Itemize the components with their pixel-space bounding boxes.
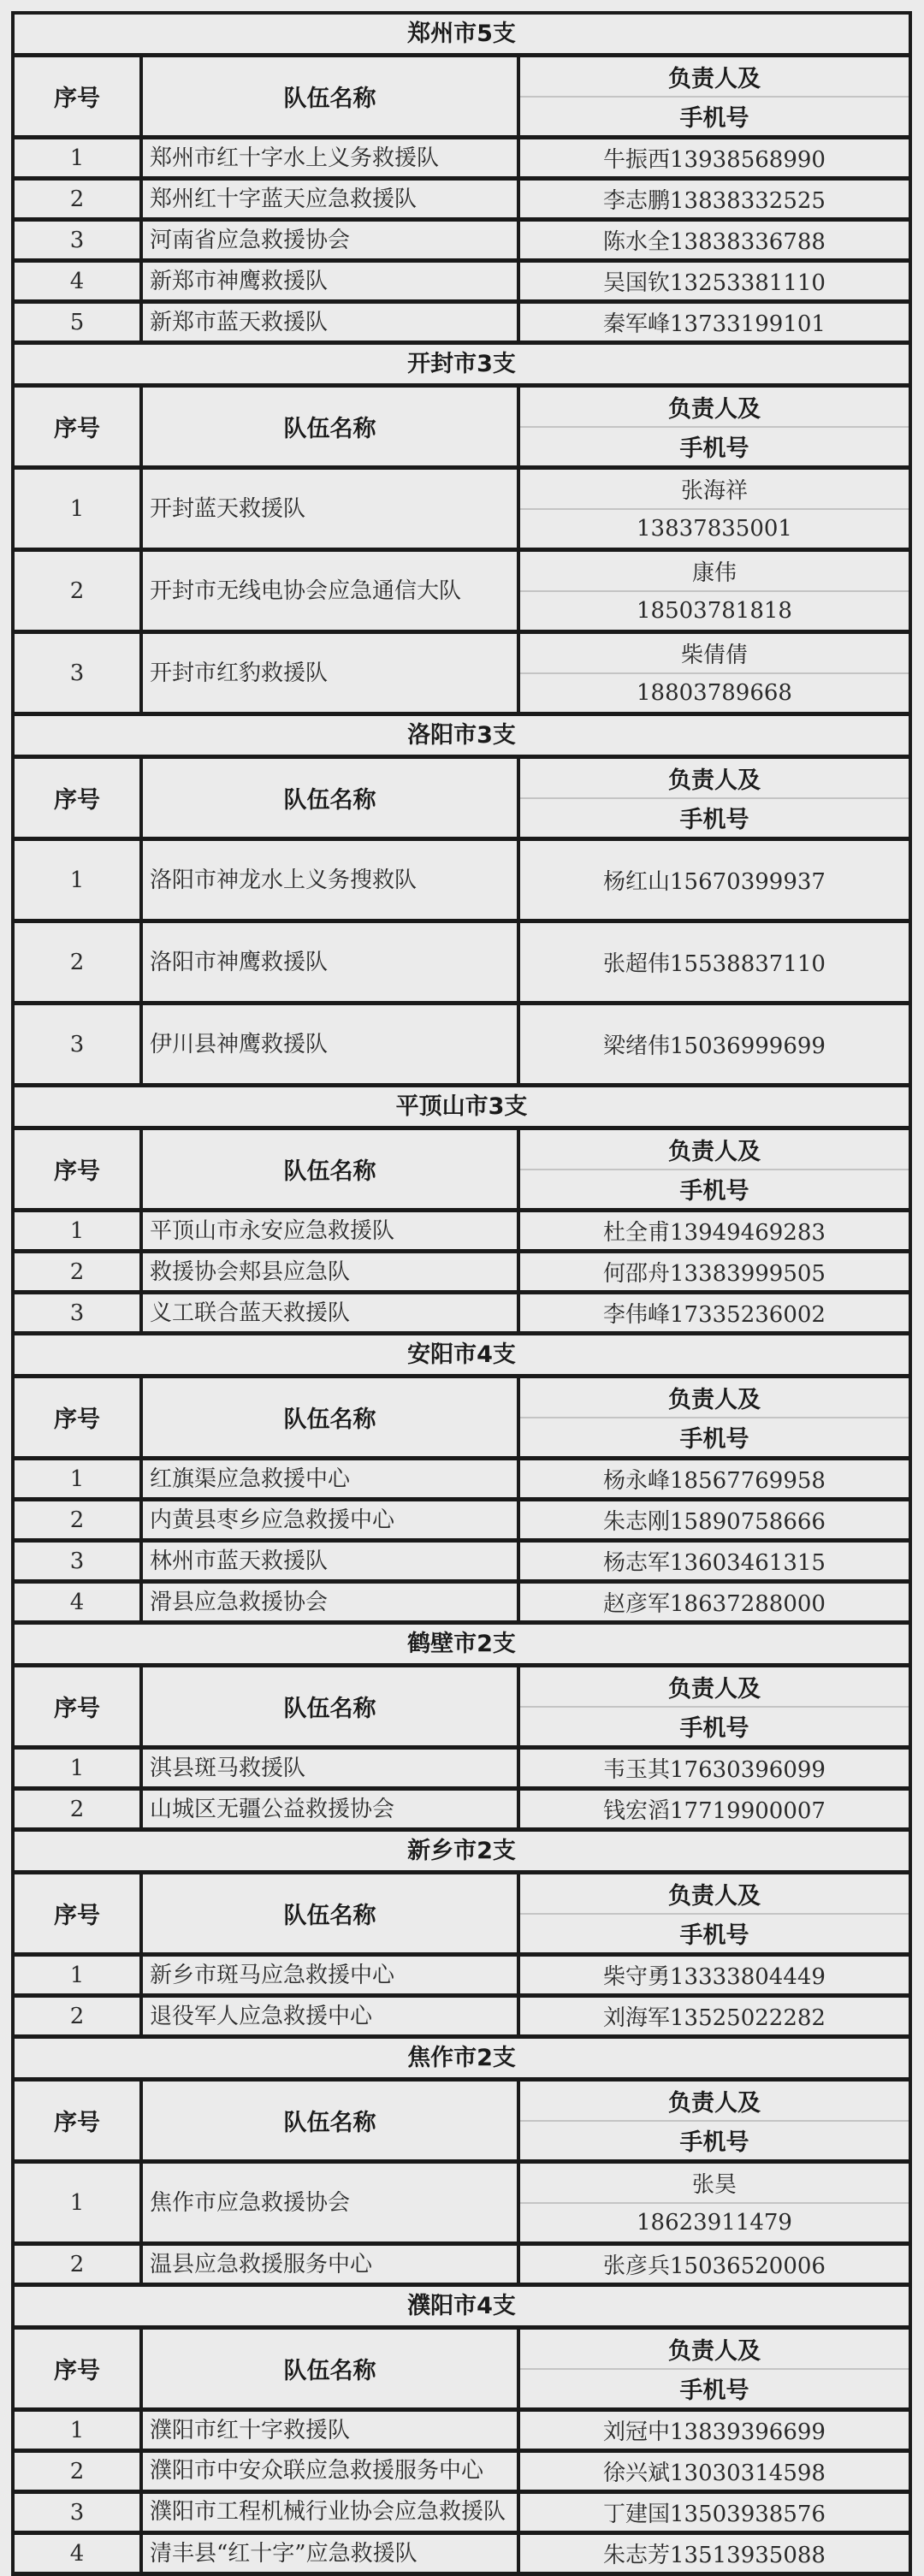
header-contact-line2: 手机号: [679, 1426, 749, 1454]
section-xinxiang: [15, 1832, 909, 2039]
header-contact-line2: 手机号: [679, 1715, 749, 1743]
row-contact-phone: 18503781818: [637, 597, 792, 624]
header-index: 序号: [15, 1378, 143, 1456]
header-contact: [520, 2330, 909, 2407]
row-index: 3: [15, 1294, 143, 1331]
header-contact-line1: 负责人及: [520, 1667, 909, 1708]
row-team-name: 郑州红十字蓝天应急救援队: [143, 181, 520, 217]
header-index: 序号: [15, 2082, 143, 2159]
table-header: [15, 1378, 909, 1460]
row-team-name: 新乡市斑马应急救援中心: [143, 1957, 520, 1993]
header-contact: [520, 759, 909, 837]
table-row: [15, 304, 909, 345]
header-contact-line2: 手机号: [679, 2378, 749, 2405]
table-row: [15, 181, 909, 222]
header-contact-line2: 手机号: [679, 105, 749, 133]
row-index: 1: [15, 1212, 143, 1249]
row-contact: 秦军峰13733199101: [603, 311, 826, 337]
row-contact: 杜全甫13949469283: [603, 1220, 826, 1246]
header-team-name: 队伍名称: [143, 2330, 520, 2407]
row-team-name: 新郑市蓝天救援队: [143, 304, 520, 341]
table-row: [15, 1253, 909, 1294]
row-team-name: 义工联合蓝天救援队: [143, 1294, 520, 1331]
row-contact: 赵彦军18637288000: [603, 1591, 826, 1617]
rescue-team-table: [11, 11, 912, 2576]
header-team-name: 队伍名称: [143, 2082, 520, 2159]
header-index: 序号: [15, 1874, 143, 1952]
header-index: 序号: [15, 1130, 143, 1208]
row-team-name: 滑县应急救援协会: [143, 1584, 520, 1620]
row-contact-person: 柴倩倩: [520, 634, 909, 674]
header-index: 序号: [15, 57, 143, 135]
section-title: 开封市3支: [15, 345, 909, 388]
table-row: [15, 923, 909, 1005]
row-index: 5: [15, 304, 143, 341]
table-row: [15, 222, 909, 263]
row-team-name: 河南省应急救援协会: [143, 222, 520, 258]
table-row: [15, 1998, 909, 2039]
section-pingdingshan: [15, 1087, 909, 1335]
table-row: [15, 1294, 909, 1335]
table-header: [15, 57, 909, 139]
table-header: [15, 1667, 909, 1750]
row-contact: 吴国钦13253381110: [603, 270, 826, 296]
row-contact: 杨志军13603461315: [603, 1550, 826, 1576]
header-team-name: 队伍名称: [143, 1378, 520, 1456]
row-team-name: 濮阳市工程机械行业协会应急救援队: [143, 2494, 520, 2531]
row-team-name: 洛阳市神龙水上义务搜救队: [143, 841, 520, 919]
section-title: 新乡市2支: [15, 1832, 909, 1874]
row-team-name: 开封市无线电协会应急通信大队: [143, 552, 520, 630]
header-contact: [520, 388, 909, 465]
row-team-name: 温县应急救援服务中心: [143, 2246, 520, 2283]
row-index: 2: [15, 1501, 143, 1538]
table-header: [15, 759, 909, 841]
header-contact: [520, 1130, 909, 1208]
header-index: 序号: [15, 1667, 143, 1745]
header-contact-line1: 负责人及: [520, 2082, 909, 2122]
header-contact-line1: 负责人及: [520, 57, 909, 98]
table-row: [15, 1584, 909, 1625]
header-index: 序号: [15, 388, 143, 465]
table-row: [15, 1005, 909, 1087]
table-row: [15, 841, 909, 923]
header-contact-line1: 负责人及: [520, 1874, 909, 1915]
row-contact: [520, 634, 909, 712]
row-index: 1: [15, 2164, 143, 2241]
table-header: [15, 1874, 909, 1957]
row-team-name: 濮阳市红十字救援队: [143, 2412, 520, 2449]
table-row: [15, 2412, 909, 2453]
row-contact: 张彦兵15036520006: [603, 2253, 826, 2279]
row-team-name: 山城区无疆公益救援协会: [143, 1791, 520, 1827]
row-contact: 刘海军13525022282: [603, 2005, 826, 2031]
table-row: [15, 139, 909, 181]
header-contact-line1: 负责人及: [520, 1130, 909, 1170]
header-team-name: 队伍名称: [143, 759, 520, 837]
row-contact: 韦玉其17630396099: [603, 1757, 826, 1783]
row-team-name: 郑州市红十字水上义务救援队: [143, 139, 520, 176]
row-contact: 陈水全13838336788: [603, 229, 826, 255]
row-index: 2: [15, 181, 143, 217]
row-index: 4: [15, 1584, 143, 1620]
header-index: 序号: [15, 759, 143, 837]
header-contact: [520, 2082, 909, 2159]
row-contact: 朱志芳13513935088: [603, 2543, 826, 2568]
table-row: [15, 1460, 909, 1501]
table-row: [15, 2164, 909, 2246]
section-title: 平顶山市3支: [15, 1087, 909, 1130]
row-index: 3: [15, 2494, 143, 2531]
row-contact-phone: 18623911479: [637, 2209, 792, 2235]
table-row: [15, 1501, 909, 1543]
row-team-name: 内黄县枣乡应急救援中心: [143, 1501, 520, 1538]
header-contact-line1: 负责人及: [520, 1378, 909, 1418]
row-contact: 何邵舟13383999505: [603, 1261, 826, 1287]
header-contact: [520, 57, 909, 135]
row-index: 1: [15, 139, 143, 176]
row-team-name: 平顶山市永安应急救援队: [143, 1212, 520, 1249]
row-index: 3: [15, 1543, 143, 1579]
row-index: 2: [15, 2453, 143, 2490]
table-row: [15, 2494, 909, 2535]
header-team-name: 队伍名称: [143, 1667, 520, 1745]
table-row: [15, 2246, 909, 2287]
row-index: 2: [15, 552, 143, 630]
section-title: 安阳市4支: [15, 1335, 909, 1378]
row-contact: 张超伟15538837110: [603, 951, 826, 977]
header-index: 序号: [15, 2330, 143, 2407]
row-team-name: 濮阳市中安众联应急救援服务中心: [143, 2453, 520, 2490]
header-contact: [520, 1667, 909, 1745]
table-header: [15, 2330, 909, 2412]
section-hebi: [15, 1625, 909, 1832]
row-contact: 刘冠中13839396699: [603, 2419, 826, 2445]
row-team-name: 退役军人应急救援中心: [143, 1998, 520, 2034]
row-team-name: 开封蓝天救援队: [143, 470, 520, 548]
section-title: 郑州市5支: [15, 15, 909, 57]
row-contact-phone: 13837835001: [637, 515, 792, 542]
header-contact-line1: 负责人及: [520, 388, 909, 428]
section-title: 濮阳市4支: [15, 2287, 909, 2330]
section-zhengzhou: [15, 15, 909, 345]
table-row: [15, 1543, 909, 1584]
table-row: [15, 634, 909, 716]
row-team-name: 新郑市神鹰救援队: [143, 263, 520, 299]
section-title: 洛阳市3支: [15, 716, 909, 759]
header-team-name: 队伍名称: [143, 1874, 520, 1952]
row-index: 1: [15, 841, 143, 919]
header-team-name: 队伍名称: [143, 1130, 520, 1208]
row-contact: 杨红山15670399937: [603, 869, 826, 895]
header-team-name: 队伍名称: [143, 388, 520, 465]
row-index: 3: [15, 1005, 143, 1083]
header-contact-line1: 负责人及: [520, 759, 909, 799]
row-team-name: 红旗渠应急救援中心: [143, 1460, 520, 1497]
header-contact-line1: 负责人及: [520, 2330, 909, 2370]
row-team-name: 淇县斑马救援队: [143, 1750, 520, 1786]
row-contact: 钱宏滔17719900007: [603, 1798, 826, 1824]
row-contact-person: 张海祥: [520, 470, 909, 510]
row-team-name: 伊川县神鹰救援队: [143, 1005, 520, 1083]
header-contact-line2: 手机号: [679, 435, 749, 463]
row-index: 2: [15, 1998, 143, 2034]
row-contact-person: 康伟: [520, 552, 909, 592]
row-index: 2: [15, 1253, 143, 1290]
row-index: 1: [15, 1460, 143, 1497]
row-index: 2: [15, 923, 143, 1001]
row-team-name: 清丰县“红十字”应急救援队: [143, 2535, 520, 2572]
section-title: 鹤壁市2支: [15, 1625, 909, 1667]
table-header: [15, 2082, 909, 2164]
table-header: [15, 388, 909, 470]
table-row: [15, 1212, 909, 1253]
table-row: [15, 1791, 909, 1832]
table-row: [15, 552, 909, 634]
row-index: 1: [15, 470, 143, 548]
row-contact: 牛振西13938568990: [603, 147, 826, 173]
header-contact: [520, 1874, 909, 1952]
row-team-name: 焦作市应急救援协会: [143, 2164, 520, 2241]
row-contact: [520, 470, 909, 548]
section-kaifeng: [15, 345, 909, 716]
row-team-name: 林州市蓝天救援队: [143, 1543, 520, 1579]
table-header: [15, 1130, 909, 1212]
header-contact-line2: 手机号: [679, 807, 749, 834]
section-title: 焦作市2支: [15, 2039, 909, 2082]
row-index: 2: [15, 2246, 143, 2283]
row-team-name: 洛阳市神鹰救援队: [143, 923, 520, 1001]
row-index: 4: [15, 263, 143, 299]
row-team-name: 开封市红豹救援队: [143, 634, 520, 712]
table-row: [15, 1957, 909, 1998]
row-contact: 朱志刚15890758666: [603, 1509, 826, 1535]
row-contact: 丁建国13503938576: [603, 2502, 826, 2527]
table-row: [15, 2535, 909, 2576]
row-index: 1: [15, 2412, 143, 2449]
row-index: 1: [15, 1957, 143, 1993]
header-team-name: 队伍名称: [143, 57, 520, 135]
row-contact: 杨永峰18567769958: [603, 1468, 826, 1494]
row-contact-phone: 18803789668: [637, 679, 792, 706]
row-contact: 徐兴斌13030314598: [603, 2461, 826, 2486]
header-contact: [520, 1378, 909, 1456]
section-anyang: [15, 1335, 909, 1625]
table-row: [15, 2453, 909, 2494]
row-index: 2: [15, 1791, 143, 1827]
header-contact-line2: 手机号: [679, 1922, 749, 1950]
row-index: 4: [15, 2535, 143, 2572]
row-index: 3: [15, 634, 143, 712]
row-contact: [520, 552, 909, 630]
row-index: 3: [15, 222, 143, 258]
row-contact: [520, 2164, 909, 2241]
section-luoyang: [15, 716, 909, 1087]
row-contact: 李伟峰17335236002: [603, 1302, 826, 1328]
header-contact-line2: 手机号: [679, 1178, 749, 1205]
section-jiaozuo: [15, 2039, 909, 2287]
table-row: [15, 470, 909, 552]
row-team-name: 救援协会郏县应急队: [143, 1253, 520, 1290]
header-contact-line2: 手机号: [679, 2129, 749, 2157]
row-contact: 李志鹏13838332525: [603, 188, 826, 214]
row-contact-person: 张昊: [520, 2164, 909, 2204]
row-contact: 梁绪伟15036999699: [603, 1033, 826, 1059]
row-index: 1: [15, 1750, 143, 1786]
table-row: [15, 263, 909, 304]
table-row: [15, 1750, 909, 1791]
section-puyang: [15, 2287, 909, 2576]
row-contact: 柴守勇13333804449: [603, 1964, 826, 1990]
